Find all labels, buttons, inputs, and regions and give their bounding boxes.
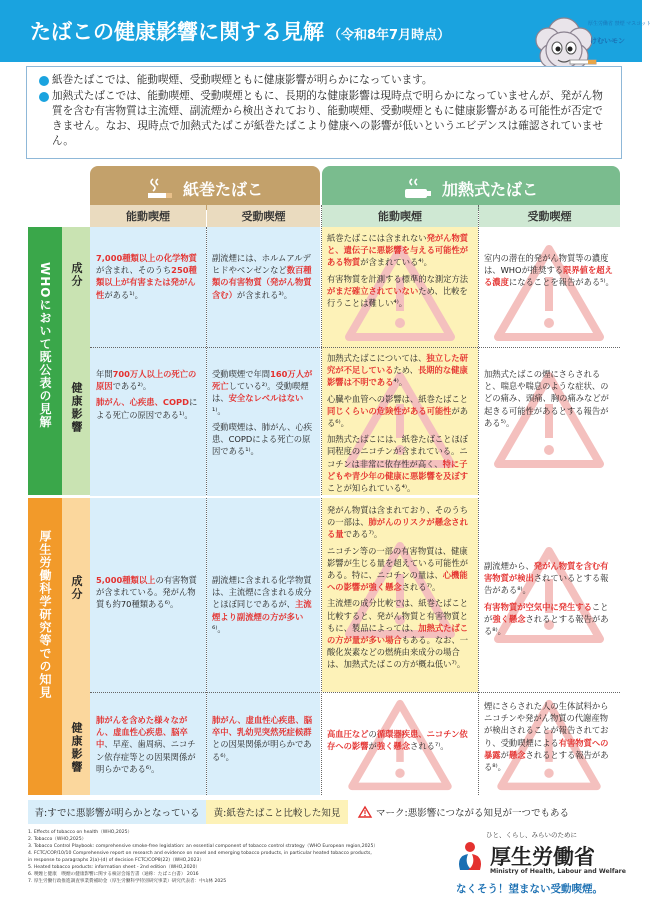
reference-item: 1. Effects of tobacco on health（WHO,2025） xyxy=(28,830,133,835)
cell-who-health-paper-active: 年間700万人以上の死亡の原因である²⁾。 肺がん、心疾患、COPDによる死亡の原因である¹⁾。 xyxy=(96,369,198,420)
org-name-en: Ministry of Health, Labour and Welfare xyxy=(490,868,626,875)
reference-item: 5. Heated tobacco products: information sheet - 2nd edition（WHO,2020） xyxy=(28,865,200,870)
bullet-dot-icon xyxy=(39,76,49,86)
reference-item: 3. Tobacco Control Playbook: comprehensive smoke-free legislation: an essential component of tobacco control strategy（WHO European region,2025） xyxy=(28,844,379,849)
cell-who-health-paper-passive: 受動喫煙で年間160万人が死亡している²⁾。受動喫煙は、安全なレベルはない¹⁾。 受動喫煙は、肺がん、心疾患、COPDによる死亡の原因である¹⁾。 xyxy=(212,369,313,457)
evidence-blue-bg-paper-active xyxy=(90,227,206,795)
cell-who-comp-paper-passive: 副流煙には、ホルムアルデヒドやベンゼンなど数百種類の有害物質（発がん物質含む）が含まれる³⁾。 xyxy=(212,253,312,300)
column-label-paper: 紙巻たばこ xyxy=(182,179,263,199)
subheader-heated-passive: 受動喫煙 xyxy=(479,205,620,227)
cell-who-comp-heated-active: 紙巻たばこには含まれない発がん物質と、遺伝子に悪影響を与える可能性がある物質が含まれている⁴⁾。 有害物質を計測する標準的な測定方法がまだ確立されていないため、比較を行うことは難しい⁴⁾。 xyxy=(327,233,469,309)
column-header-heated xyxy=(322,166,620,210)
cell-mhlw-health-paper-passive: 肺がん、虚血性心疾患、脳卒中、乳幼児突然死症候群との因果関係が明らかである⁶⁾。 xyxy=(212,715,313,762)
legend-mark xyxy=(348,800,620,824)
row-who-components: 成分 xyxy=(70,262,83,288)
cell-who-comp-heated-passive: 室内の潜在的発がん物質等の濃度は、WHOが推奨する限界値を超える濃度になることを報告がある⁵⁾。 xyxy=(484,253,614,288)
group-divider xyxy=(28,496,620,498)
row-who-health: 健康影響 xyxy=(70,382,83,434)
row-divider xyxy=(90,692,620,693)
column-label-heated: 加熱式たばこ xyxy=(441,179,538,199)
mascot-name: けむいモン xyxy=(590,37,625,45)
subheader-paper-passive: 受動喫煙 xyxy=(207,205,320,227)
slogan: なくそう！望まない受動喫煙。 xyxy=(456,883,603,895)
reference-item: 6. 喫煙と健康 喫煙の健康影響に関する検討会報告書（通称：たばこ白書） 2016 xyxy=(28,872,199,877)
cell-who-comp-paper-active: 7,000種類以上の化学物質が含まれ、そのうち250種類以上が有害または発がん性がある¹⁾。 xyxy=(96,253,197,300)
bullet-dot-icon xyxy=(39,92,49,102)
subheader-heated-active: 能動喫煙 xyxy=(322,205,478,227)
cell-mhlw-health-paper-active: 肺がんを含めた様々ながん、虚血性心疾患、脳卒中、早産、歯周病、ニコチン依存症等との因果関係が明らかである⁶⁾。 xyxy=(96,715,196,774)
cell-mhlw-health-heated-active: 高血圧などの循環器疾患、ニコチン依存への影響が強く懸念される⁷⁾。 xyxy=(327,729,468,752)
intro-box xyxy=(26,66,622,159)
intro-point-2: 加熱式たばこでは、能動喫煙、受動喫煙ともに、長期的な健康影響は現時点で明らかになっていませんが、発がん物質を含む有害物質は主流煙、副流煙から検出されており、能動喫煙、受動喫煙ともに健康影響がある可能性が否定できません。なお、現時点で加熱式たばこが紙巻たばこより健康への影響が低いというエビデンスは確認されていません。 xyxy=(39,89,611,149)
column-header-paper xyxy=(90,166,320,210)
mhlw-logo-icon xyxy=(454,840,486,874)
warning-triangle-icon xyxy=(358,806,372,818)
intro-point-1: 紙巻たばこでは、能動喫煙、受動喫煙ともに健康影響が明らかになっています。 xyxy=(39,73,611,88)
heated-tobacco-device-icon xyxy=(404,177,432,199)
page-title: たばこの健康影響に関する見解 （令和8年7月時点） xyxy=(30,20,451,44)
page-subtitle: （令和8年7月時点） xyxy=(328,28,451,43)
grid-line xyxy=(478,205,479,795)
row-mhlw-components: 成分 xyxy=(70,575,83,601)
row-group-who-label: WHOにおいて既公表の見解 xyxy=(38,262,52,429)
grid-line xyxy=(321,205,322,795)
grid-line xyxy=(206,227,207,795)
org-name: 厚生労働省 xyxy=(490,845,595,869)
legend-mark-label: マーク:悪影響につながる知見が一つでもある xyxy=(376,808,570,819)
cell-who-health-heated-passive: 加熱式たばこの煙にさらされると、喘息や喘息のような症状、のどの痛み、頭痛、胸の痛みなどが起きる可能性があるとする報告がある⁵⁾。 xyxy=(484,369,609,428)
cell-mhlw-comp-paper-passive: 副流煙に含まれる化学物質は、主流煙に含まれる成分とほぼ同じであるが、主流煙より副流煙の方が多い⁶⁾。 xyxy=(212,575,312,634)
references xyxy=(28,829,458,885)
row-mhlw-health: 健康影響 xyxy=(70,722,83,774)
reference-item: 4. FCTC/COP/10/10 Comprehensive report on research and evidence on novel and emerging tobacco products, in particular heated tobacco products, xyxy=(28,851,372,856)
subheader-paper-active: 能動喫煙 xyxy=(90,205,206,227)
row-divider xyxy=(90,347,620,348)
reference-item: 7. 厚生労働行政推進調査事業費補助金（厚生労働科学特別研究事業）研究代表者：中山林 2025 xyxy=(28,879,227,884)
row-group-mhlw-label: 厚生労働科学研究等での知見 xyxy=(38,530,52,699)
legend xyxy=(28,800,620,824)
cell-mhlw-comp-heated-active: 発がん物質は含まれており、そのうちの一部は、肺がんのリスクが懸念される量である⁷⁾。 ニコチン等の一部の有害物質は、健康影響が生じる量を超えている可能性がある。特に、ニコチンの量は、心機能への影響が強く懸念される⁷⁾。 主流煙の成分比較では、紙巻たばこと比較すると、発がん物質と有害物質ともに、製品によっては、加熱式たばこの方が量が多い場合もある。なお、一酸化炭素などの燃焼由来成分の場合は、加熱式たばこの方が概ね低い⁷⁾。 xyxy=(327,505,469,670)
cell-mhlw-comp-heated-passive: 副流煙から、発がん物質を含む有害物質が検出されているとする報告がある⁸⁾。 有害物質が空気中に発生することが強く懸念されるとする報告がある⁸⁾。 xyxy=(484,561,609,637)
cell-mhlw-comp-paper-active: 5,000種類以上の有害物質が含まれている。発がん物質も約70種類ある⁶⁾。 xyxy=(96,575,197,610)
reference-item: in response to paragraphs 2(a)-(d) of decision FCTC/COP8(22)（WHO,2023） xyxy=(28,858,205,863)
legend-yellow: 黄:紙巻たばこと比較した知見 xyxy=(206,800,348,824)
org-tagline: ひと、くらし、みらいのために xyxy=(486,831,577,839)
cell-who-health-heated-active: 加熱式たばこについては、独立した研究が不足しているため、長期的な健康影響は不明である⁴⁾。 心臓や血管への影響は、紙巻たばこと同じくらいの危険性がある可能性がある⁶⁾。 加熱式たばこには、紙巻たばことほぼ同程度のニコチンが含まれている。ニコチンは非常に依存性が高く、特に子どもや青少年の健康に悪影響を及ぼすことが知られている⁴⁾。 xyxy=(327,353,469,494)
mascot-caption: 厚生労働省 禁煙 マスコット xyxy=(588,21,651,27)
cigarette-icon xyxy=(147,177,173,199)
cell-mhlw-health-heated-passive: 煙にさらされた人の生体試料からニコチンや発がん物質の代謝産物が検出されることが報告されており、受動喫煙による有害物質への暴露が懸念されるとする報告がある⁸⁾。 xyxy=(484,701,609,773)
legend-blue: 青:すでに悪影響が明らかとなっている xyxy=(28,800,206,824)
evidence-blue-bg-paper-passive xyxy=(207,227,320,795)
reference-item: 2. Tobacco（WHO,2025） xyxy=(28,837,87,842)
